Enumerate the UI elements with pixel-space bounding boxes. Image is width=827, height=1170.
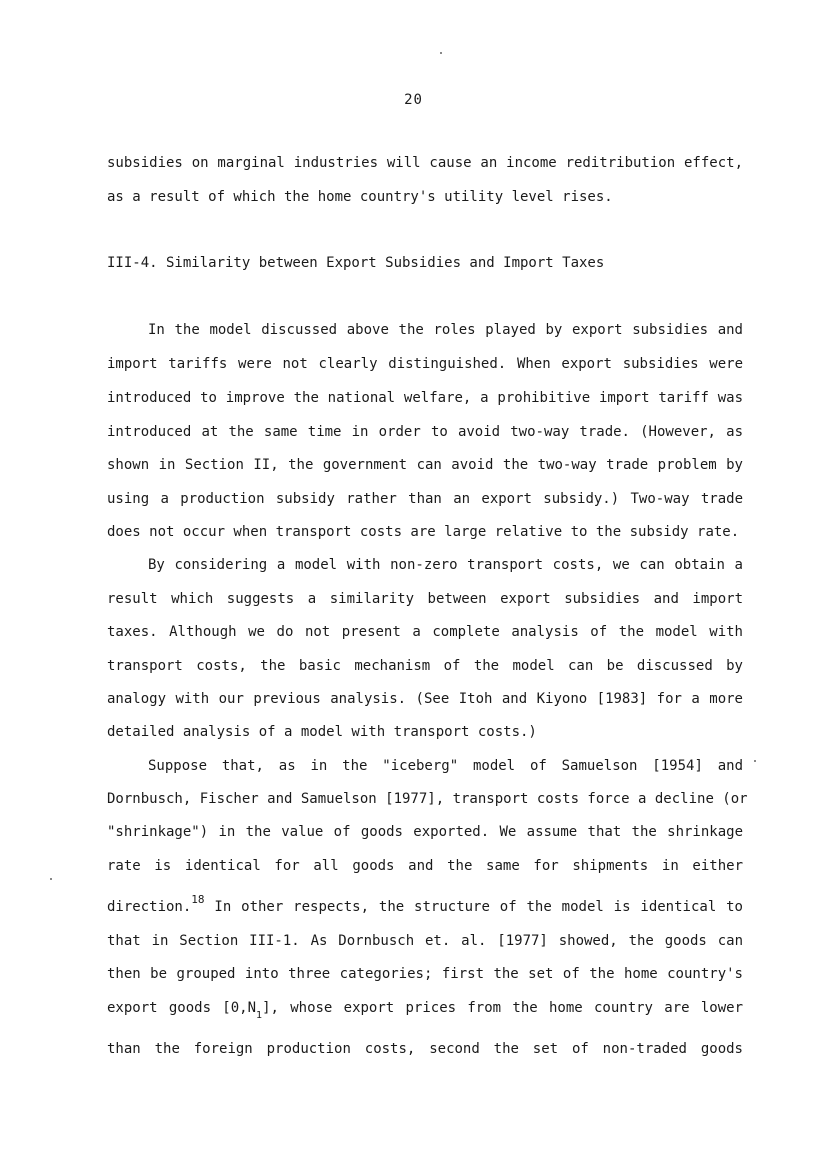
text-line: introduced to improve the national welfare, a prohibitive import tariff was [107, 390, 743, 406]
text-line: import tariffs were not clearly distinguished. When export subsidies were [107, 356, 743, 372]
text-line: subsidies on marginal industries will cause an income reditribution effect, [107, 155, 743, 171]
text-line: result which suggests a similarity between export subsidies and import [107, 591, 743, 607]
text-line-with-subscript [107, 999, 743, 1021]
section-heading: III-4. Similarity between Export Subsidies and Import Taxes [107, 255, 605, 271]
text-fragment: export goods [0,N [107, 1000, 257, 1016]
text-line: then be grouped into three categories; first the set of the home country's [107, 966, 743, 982]
text-line: introduced at the same time in order to avoid two-way trade. (However, as [107, 424, 743, 440]
text-line: detailed analysis of a model with transport costs.) [107, 724, 537, 740]
scan-speck [440, 52, 442, 54]
text-fragment: direction. [107, 899, 192, 915]
text-line: as a result of which the home country's utility level rises. [107, 189, 613, 205]
text-line-with-footnote [107, 893, 743, 916]
text-line: By considering a model with non-zero transport costs, we can obtain a [148, 557, 743, 573]
text-line: "shrinkage") in the value of goods exported. We assume that the shrinkage [107, 824, 743, 840]
page-number: 20 [404, 92, 423, 108]
subscript: 1 [256, 1010, 263, 1021]
text-line: transport costs, the basic mechanism of the model can be discussed by [107, 658, 743, 674]
text-line: taxes. Although we do not present a complete analysis of the model with [107, 624, 743, 640]
text-line: shown in Section II, the government can avoid the two-way trade problem by [107, 457, 743, 473]
text-line: than the foreign production costs, second the set of non-traded goods [107, 1041, 743, 1057]
text-line: rate is identical for all goods and the same for shipments in either [107, 858, 743, 874]
text-fragment: ], whose export prices from the home country are lower [262, 1000, 743, 1016]
scan-speck [50, 878, 52, 880]
text-fragment: In other respects, the structure of the model is identical to [204, 899, 743, 915]
text-line: does not occur when transport costs are large relative to the subsidy rate. [107, 524, 740, 540]
text-line: that in Section III-1. As Dornbusch et. al. [1977] showed, the goods can [107, 933, 743, 949]
text-line: Suppose that, as in the "iceberg" model of Samuelson [1954] and [148, 758, 743, 774]
scan-speck [754, 760, 756, 762]
footnote-mark: 18 [191, 893, 205, 906]
text-line: using a production subsidy rather than an export subsidy.) Two-way trade [107, 491, 743, 507]
text-line: In the model discussed above the roles played by export subsidies and [148, 322, 743, 338]
text-line: analogy with our previous analysis. (See Itoh and Kiyono [1983] for a more [107, 691, 743, 707]
text-line: Dornbusch, Fischer and Samuelson [1977], transport costs force a decline (or [107, 791, 748, 807]
